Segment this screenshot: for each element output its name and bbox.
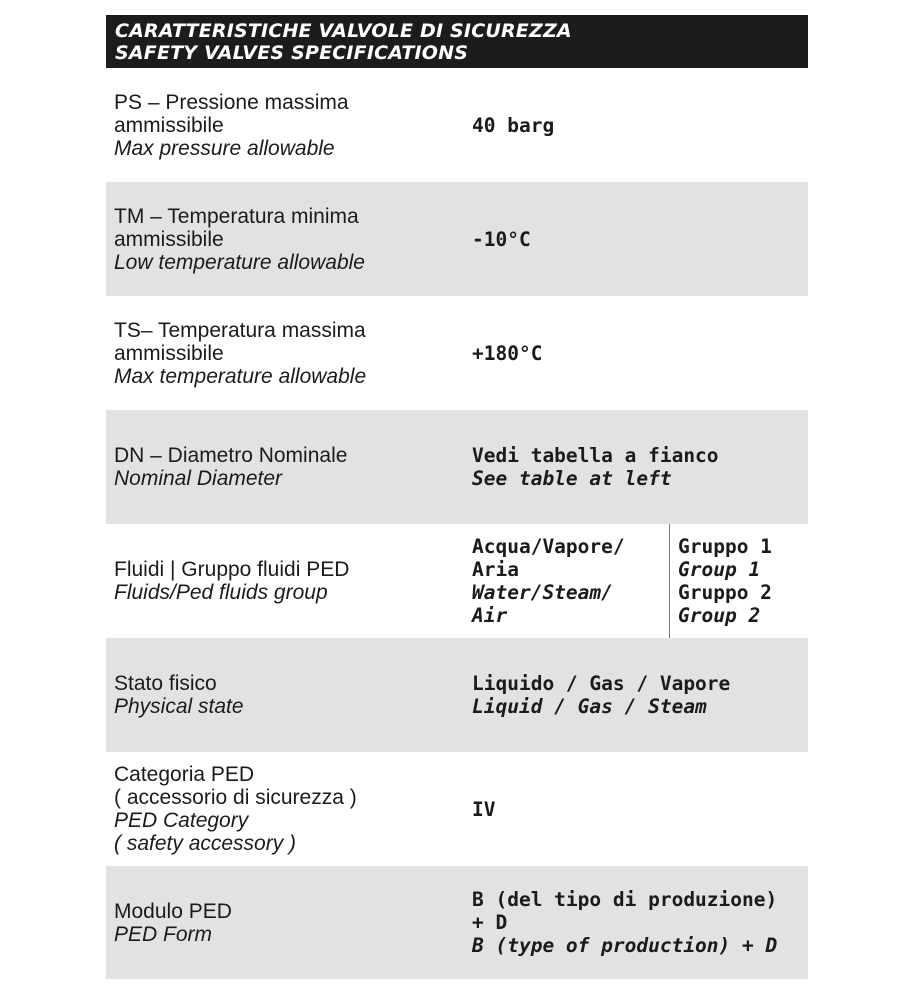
label-italian: DN – Diametro Nominale [114,444,348,467]
safety-valves-spec-table [106,15,808,979]
value-text-english: See table at left [472,467,672,490]
label-english: Nominal Diameter [114,467,283,490]
label-english-cont: ( safety accessory ) [114,832,297,855]
label-english: PED Category [114,809,249,832]
spec-row-fluids [106,524,808,638]
label-italian: TM – Temperatura minima [114,204,359,228]
fluid-italian: Acqua/Vapore/ [472,535,625,558]
value-text: 40 barg [472,113,555,137]
label-italian-cont: ammissibile [114,341,224,365]
fluids-list [464,524,670,638]
value-text: IV [472,797,496,821]
group-2-english: Group 2 [678,604,761,627]
label-english: PED Form [114,922,213,946]
spec-value [464,114,808,137]
fluid-italian-cont: Aria [472,558,519,581]
group-1-english: Group 1 [678,558,761,581]
spec-value [464,798,808,821]
label-italian: Categoria PED [114,763,255,786]
spec-row-physical-state [106,638,808,752]
label-italian: PS – Pressione massima [114,90,349,114]
spec-value [464,228,808,251]
label-italian-cont: ammissibile [114,227,224,251]
value-text-italian: B (del tipo di produzione) [472,888,778,911]
label-italian: Stato fisico [114,672,217,695]
label-italian-cont: ( accessorio di sicurezza ) [114,786,357,809]
spec-row-tm [106,182,808,296]
spec-row-ped-category [106,752,808,866]
value-text-english: B (type of production) + D [472,934,778,957]
label-italian: TS– Temperatura massima [114,318,366,342]
fluids-values [464,524,808,638]
value-text: -10°C [472,227,531,251]
spec-label [106,205,464,274]
table-header [106,15,808,68]
spec-label [106,672,464,718]
spec-value [464,444,808,490]
value-text-italian: Liquido / Gas / Vapore [472,672,731,695]
spec-label [106,900,464,946]
spec-label [106,763,464,855]
spec-label [106,319,464,388]
fluid-english: Water/Steam/ [472,581,613,604]
label-english: Physical state [114,695,244,718]
label-english: Low temperature allowable [114,250,365,274]
label-english: Max pressure allowable [114,136,335,160]
value-text: +180°C [472,341,543,365]
spec-value [464,888,808,957]
label-italian: Modulo PED [114,899,232,923]
value-text-italian-cont: + D [472,911,508,934]
spec-value [464,672,808,718]
spec-row-dn [106,410,808,524]
spec-row-ts [106,296,808,410]
spec-row-ps [106,68,808,182]
group-1-italian: Gruppo 1 [678,535,772,558]
value-text-italian: Vedi tabella a fianco [472,444,719,467]
value-text-english: Liquid / Gas / Steam [472,695,707,718]
fluid-groups-list [670,524,808,638]
header-title-italian: CARATTERISTICHE VALVOLE DI SICUREZZA [115,20,572,42]
spec-label [106,444,464,490]
label-italian: Fluidi | Gruppo fluidi PED [114,558,350,581]
spec-row-ped-module [106,866,808,979]
spec-label [106,91,464,160]
spec-value [464,342,808,365]
label-english: Fluids/Ped fluids group [114,581,328,604]
fluid-english-cont: Air [472,604,508,627]
label-italian-cont: ammissibile [114,113,224,137]
group-2-italian: Gruppo 2 [678,581,772,604]
spec-label [106,558,464,604]
label-english: Max temperature allowable [114,364,367,388]
header-title-english: SAFETY VALVES SPECIFICATIONS [115,42,469,64]
